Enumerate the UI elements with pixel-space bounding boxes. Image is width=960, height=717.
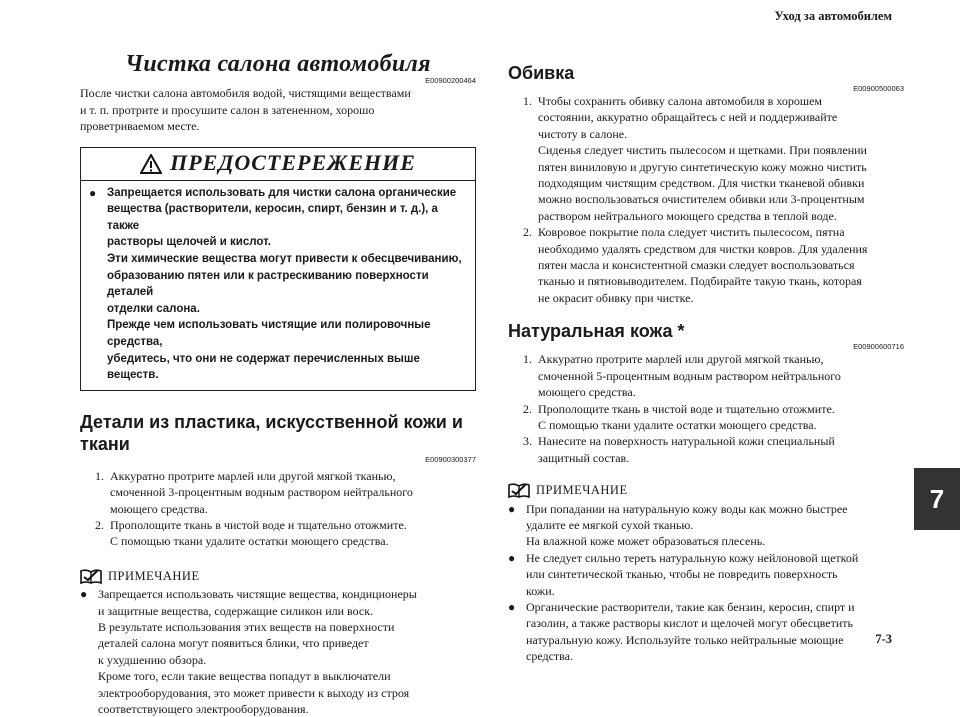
warning-line: Прежде чем использовать чистящие или полировочные средства,	[107, 319, 431, 348]
step-line: состоянии, аккуратно обращайтесь с ней и поддерживайте	[538, 110, 838, 125]
step-line: можно воспользоваться очистителем обивки или 3-процентным	[538, 192, 865, 207]
step-number: 2.	[523, 225, 532, 240]
note-line: деталей салона могут появиться блики, что приведет	[98, 636, 369, 651]
warning-line: Эти химические вещества могут привести к обесцвечиванию,	[107, 253, 462, 265]
doc-code: E00900500063	[853, 84, 904, 93]
step-line: пятен виниловую и другую синтетическую кожу можно чистить	[538, 159, 867, 174]
step-line: Сиденья следует чистить пылесосом и щетками. При появлении	[538, 143, 867, 158]
step-line: подходящим чистящим средством. Для чистки тканевой обивки	[538, 176, 865, 191]
warning-title: ПРЕДОСТЕРЕЖЕНИЕ	[170, 150, 416, 176]
bullet-icon: ●	[508, 550, 516, 565]
note-line: Органические растворители, такие как бензин, керосин, спирт и	[526, 599, 855, 614]
step-line: Нанесите на поверхность натуральной кожи специальный	[538, 434, 835, 449]
note-line: Не следует сильно тереть натуральную кожу нейлоновой щеткой	[526, 550, 859, 565]
step-line: смоченной 3-процентным водным раствором нейтрального	[110, 485, 413, 500]
step-line: защитный состав.	[538, 450, 630, 465]
step-line: необходимо удалять средством для чистки ковров. Для удаления	[538, 241, 868, 256]
step-number: 1.	[523, 94, 532, 108]
step-number: 1.	[95, 468, 104, 483]
step-line: раствором нейтрального моющего средства в теплой воде.	[538, 208, 837, 223]
intro-line: и т. п. протрите и просушите салон в затененном, хорошо	[80, 102, 375, 117]
doc-code: E00900200464	[425, 76, 476, 86]
list-item	[508, 93, 904, 224]
note-line: Запрещается использовать чистящие вещества, кондиционеры	[98, 587, 417, 602]
step-line: моющего средства.	[538, 385, 636, 400]
step-line: Прополощите ткань в чистой воде и тщательно отожмите.	[538, 401, 835, 416]
step-line: Прополощите ткань в чистой воде и тщательно отожмите.	[110, 517, 407, 532]
note-line: На влажной коже может образоваться плесень.	[526, 534, 766, 549]
left-column	[80, 50, 476, 717]
step-line: не окрасит обивку при чистке.	[538, 290, 694, 305]
doc-code: E00900600716	[853, 342, 904, 352]
step-line: Аккуратно протрите марлей или другой мягкой тканью,	[110, 468, 396, 483]
note-item	[508, 501, 904, 550]
intro-line: проветриваемом месте.	[80, 119, 200, 134]
warning-item	[89, 185, 467, 384]
step-line: С помощью ткани удалите остатки моющего средства.	[110, 534, 389, 549]
chapter-tab: 7	[914, 468, 960, 530]
warning-box	[80, 147, 476, 391]
step-line: тканью и пятновыводителем. Подбирайте такую ткань, которая	[538, 274, 862, 289]
warning-line: образованию пятен или к растрескиванию поверхности деталей	[107, 269, 429, 299]
warning-divider	[81, 180, 475, 181]
note-book-icon	[508, 482, 530, 498]
right-column	[508, 50, 904, 665]
list-item	[508, 224, 904, 306]
bullet-icon: ●	[89, 185, 97, 200]
warning-line: Запрещается использовать для чистки салона органические	[107, 186, 457, 199]
list-item	[508, 433, 904, 466]
note-book-icon	[80, 568, 102, 584]
page-number: 7-3	[875, 632, 892, 646]
running-header: Уход за автомобилем	[774, 9, 892, 23]
step-line: моющего средства.	[110, 501, 208, 516]
page-title: Чистка салона автомобиля	[125, 51, 431, 77]
steps-list	[508, 93, 904, 306]
note-line: кожи.	[526, 583, 555, 598]
warning-triangle-icon	[140, 154, 162, 174]
step-line: Аккуратно протрите марлей или другой мягкой тканью,	[538, 352, 824, 367]
warning-header	[89, 148, 467, 180]
warning-line: вещества (растворители, керосин, спирт, бензин и т. д.), а также	[107, 203, 438, 232]
doc-code: E00900300377	[425, 454, 476, 464]
note-item	[80, 586, 476, 717]
note-line: или синтетической тканью, чтобы не повредить поверхность	[526, 567, 838, 582]
step-line: Чтобы сохранить обивку салона автомобиля в хорошем	[538, 94, 823, 108]
warning-line: убедитесь, что они не содержат перечисленных выше веществ.	[107, 352, 420, 382]
bullet-icon: ●	[508, 501, 516, 516]
note-header	[508, 482, 904, 498]
note-item	[508, 550, 904, 599]
note-line: электрооборудования, это может привести к выходу из строя	[98, 685, 410, 700]
step-line: пятен масла и консистентной смазки следует воспользоваться	[538, 258, 855, 273]
list-item	[508, 351, 904, 400]
note-label: ПРИМЕЧАНИЕ	[536, 483, 628, 498]
note-list	[508, 501, 904, 665]
section-heading: Детали из пластика, искусственной кожи и ткани	[80, 411, 463, 454]
intro-paragraph	[80, 85, 476, 134]
step-number: 3.	[523, 434, 532, 449]
note-line: к ухудшению обзора.	[98, 652, 207, 667]
note-line: и защитные вещества, содержащие силикон или воск.	[98, 603, 374, 618]
note-line: В результате использования этих веществ на поверхности	[98, 620, 395, 634]
step-line: чистоту в салоне.	[538, 126, 628, 141]
note-item	[508, 599, 904, 665]
note-line: средства.	[526, 649, 574, 664]
section-heading: Натуральная кожа *	[508, 321, 685, 342]
note-line: натуральную кожу. Используйте только нейтральные моющие	[526, 632, 844, 647]
step-line: Ковровое покрытие пола следует чистить пылесосом, пятна	[538, 225, 845, 240]
step-number: 2.	[523, 401, 532, 416]
note-header	[80, 568, 476, 584]
step-number: 2.	[95, 517, 104, 532]
bullet-icon: ●	[80, 587, 88, 602]
list-item	[508, 401, 904, 434]
note-line: удалите ее мягкой сухой тканью.	[526, 517, 694, 532]
step-line: С помощью ткани удалите остатки моющего средства.	[538, 417, 817, 432]
intro-line: После чистки салона автомобиля водой, чистящими веществами	[80, 86, 411, 101]
steps-list	[80, 468, 476, 550]
steps-list	[508, 351, 904, 466]
section-heading: Обивка	[508, 63, 575, 83]
note-line: Кроме того, если такие вещества попадут в выключатели	[98, 669, 391, 684]
step-line: смоченной 5-процентным водным раствором нейтрального	[538, 368, 841, 383]
list-item	[80, 517, 476, 550]
note-line: соответствующего электрооборудования.	[98, 702, 309, 717]
note-line: газолин, а также растворы кислот и щелочей могут обесцветить	[526, 616, 853, 631]
note-label: ПРИМЕЧАНИЕ	[108, 568, 200, 583]
note-line: При попадании на натуральную кожу воды как можно быстрее	[526, 501, 848, 516]
bullet-icon: ●	[508, 599, 516, 614]
warning-line: растворы щелочей и кислот.	[107, 236, 271, 249]
list-item	[80, 468, 476, 517]
step-number: 1.	[523, 352, 532, 367]
warning-line: отделки салона.	[107, 302, 200, 315]
